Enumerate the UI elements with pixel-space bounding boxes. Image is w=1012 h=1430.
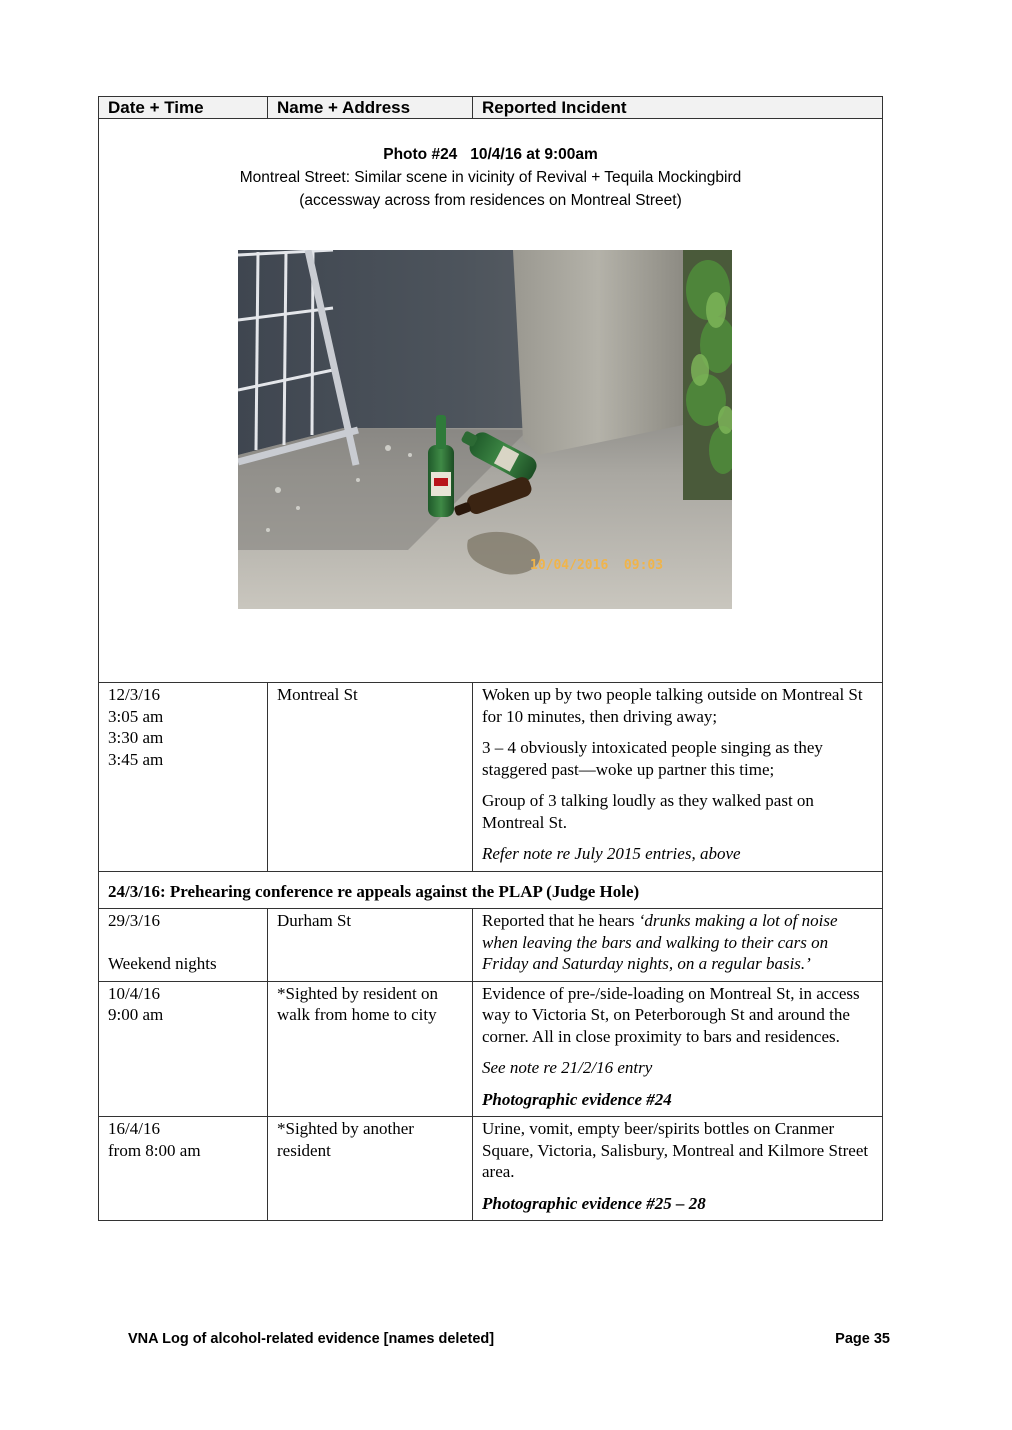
time-line: from 8:00 am	[108, 1140, 201, 1160]
photographic-evidence: Photographic evidence #25 – 28	[482, 1193, 706, 1213]
incident-paragraph: Group of 3 talking loudly as they walked past on Montreal St.	[482, 791, 814, 832]
table-row	[99, 1117, 883, 1221]
incident-cell	[473, 683, 883, 872]
photo-title: Photo #24 10/4/16 at 9:00am	[383, 146, 598, 163]
date-cell	[99, 683, 268, 872]
header-date-time: Date + Time	[99, 97, 268, 119]
incident-paragraph: Woken up by two people talking outside on Montreal St for 10 minutes, then driving away;	[482, 685, 863, 726]
prehearing-conference-note: 24/3/16: Prehearing conference re appeals against the PLAP (Judge Hole)	[99, 871, 883, 909]
incident-log-table	[98, 96, 883, 1221]
date-line: 12/3/16	[108, 685, 160, 704]
date-cell	[99, 1117, 268, 1221]
incident-paragraph: Urine, vomit, empty beer/spirits bottles on Cranmer Square, Victoria, Salisbury, Montreal and Kilmore Street area.	[482, 1119, 869, 1181]
incident-note: Refer note re July 2015 entries, above	[482, 844, 741, 863]
table-row	[99, 981, 883, 1117]
photo-note: (accessway across from residences on Montreal Street)	[299, 192, 682, 209]
incident-cell	[473, 909, 883, 982]
photo-row	[99, 119, 883, 683]
photo-caption	[99, 119, 882, 212]
header-name-address: Name + Address	[268, 97, 473, 119]
date-cell	[99, 909, 268, 982]
name-cell: *Sighted by resident on walk from home to city	[268, 981, 473, 1117]
header-reported-incident: Reported Incident	[473, 97, 883, 119]
date-line: 16/4/16	[108, 1119, 160, 1138]
photographic-evidence: Photographic evidence #24	[482, 1089, 672, 1109]
name-cell: *Sighted by another resident	[268, 1117, 473, 1221]
page-number: Page 35	[835, 1331, 890, 1347]
incident-note: See note re 21/2/16 entry	[482, 1058, 653, 1077]
date-line: 29/3/16	[108, 911, 160, 930]
time-line: 9:00 am	[108, 1005, 164, 1024]
page-footer	[128, 1331, 890, 1347]
incident-text: Reported that he hears	[482, 911, 639, 930]
photo-24	[238, 250, 732, 609]
time-line: Weekend nights	[108, 954, 217, 973]
event-row	[99, 871, 883, 909]
table-header-row	[99, 97, 883, 119]
footer-title: VNA Log of alcohol-related evidence [names deleted]	[128, 1331, 495, 1347]
table-row	[99, 683, 883, 872]
date-cell	[99, 981, 268, 1117]
photo-timestamp: 10/04/2016 09:03	[530, 558, 664, 573]
photo-location: Montreal Street: Similar scene in vicinity of Revival + Tequila Mockingbird	[239, 169, 742, 186]
time-line: 3:30 am	[108, 728, 164, 747]
table-row	[99, 909, 883, 982]
incident-quote: ‘drunks making a lot of noise when leaving the bars and walking to their cars on Friday and Saturday nights, on a regular basis.’	[482, 911, 838, 973]
name-cell: Montreal St	[268, 683, 473, 872]
date-line: 10/4/16	[108, 983, 160, 1003]
time-line: 3:45 am	[108, 749, 164, 769]
bottles-photo-image	[238, 250, 732, 609]
name-cell: Durham St	[268, 909, 473, 982]
incident-paragraph: 3 – 4 obviously intoxicated people singing as they staggered past—woke up partner this time;	[482, 738, 823, 779]
incident-cell	[473, 981, 883, 1117]
photo-cell	[99, 119, 883, 683]
date-spacer	[108, 932, 258, 954]
time-line: 3:05 am	[108, 706, 164, 726]
incident-cell	[473, 1117, 883, 1221]
incident-paragraph: Evidence of pre-/side-loading on Montreal St, in access way to Victoria St, on Peterborough St and around the corner. All in close proximity to bars and residences.	[482, 983, 860, 1046]
